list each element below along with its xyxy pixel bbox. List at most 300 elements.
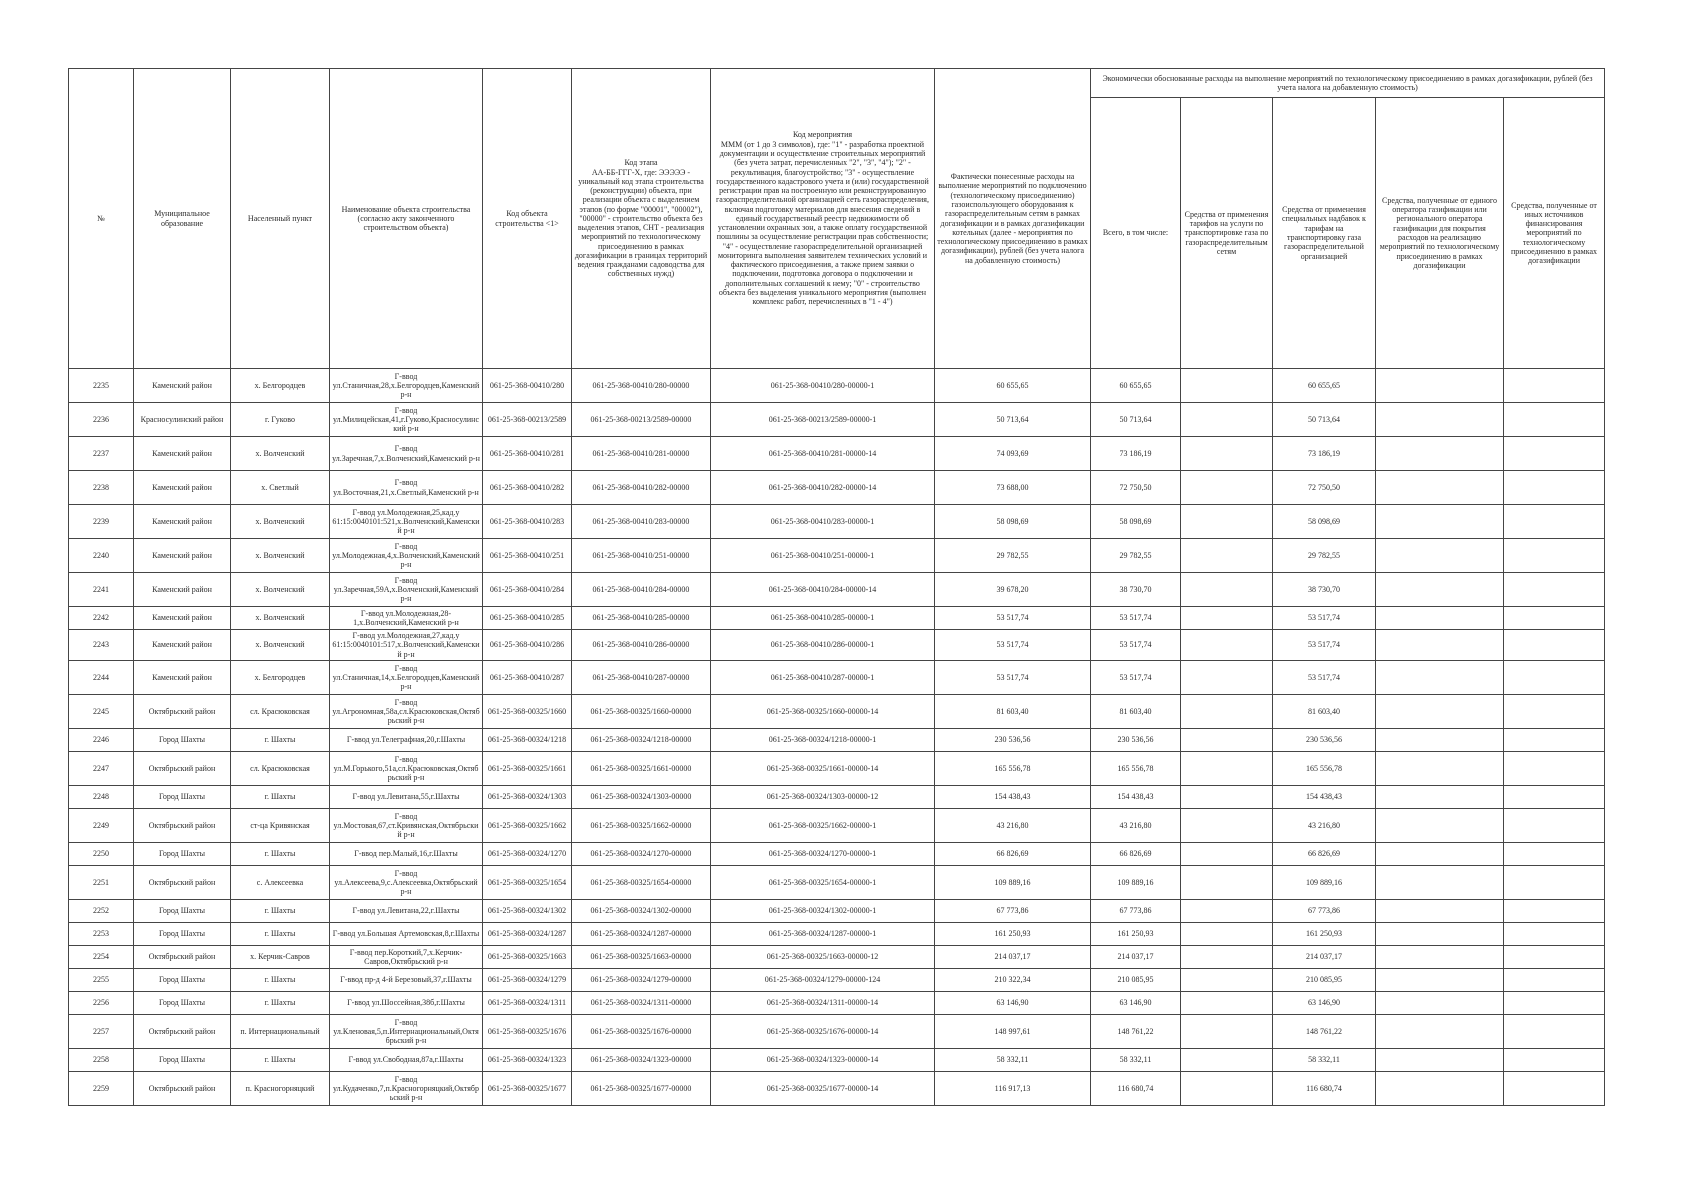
header-object-code: Код объекта строительства <1>: [483, 69, 572, 369]
cell-tariffs: [1181, 809, 1273, 843]
table-row: [69, 403, 1605, 437]
cell-settlement: п. Красногорняцкий: [231, 1072, 330, 1106]
cell-settlement: сл. Красюковская: [231, 752, 330, 786]
table-row: [69, 695, 1605, 729]
cell-actual-costs: 67 773,86: [935, 900, 1091, 923]
cell-event-code: 061-25-368-00324/1270-00000-1: [711, 843, 935, 866]
cell-operator-funds: [1376, 923, 1504, 946]
cell-tariffs: [1181, 1072, 1273, 1106]
cell-object-code: 061-25-368-00324/1218: [483, 729, 572, 752]
cell-surcharges: 63 146,90: [1273, 992, 1376, 1015]
cell-surcharges: 161 250,93: [1273, 923, 1376, 946]
cell-other-funds: [1504, 403, 1605, 437]
table-row: [69, 752, 1605, 786]
cell-stage-code: 061-25-368-00410/281-00000: [572, 437, 711, 471]
cell-total: 53 517,74: [1091, 607, 1181, 630]
header-surcharges: Средства от применения специальных надбавок к тарифам на транспортировку газа газораспределительной организацией: [1273, 98, 1376, 369]
cell-tariffs: [1181, 729, 1273, 752]
cell-total: 148 761,22: [1091, 1015, 1181, 1049]
cell-total: 66 826,69: [1091, 843, 1181, 866]
cell-num: 2250: [69, 843, 134, 866]
header-other-funds: Средства, полученные от иных источников финансирования мероприятий по технологическому присоединению в рамках догазификации: [1504, 98, 1605, 369]
cell-operator-funds: [1376, 661, 1504, 695]
cell-actual-costs: 73 688,00: [935, 471, 1091, 505]
cell-stage-code: 061-25-368-00324/1218-00000: [572, 729, 711, 752]
cell-other-funds: [1504, 900, 1605, 923]
cell-municipality: Красносулинский район: [134, 403, 231, 437]
cell-other-funds: [1504, 809, 1605, 843]
cell-surcharges: 29 782,55: [1273, 539, 1376, 573]
cell-municipality: Октябрьский район: [134, 752, 231, 786]
cell-settlement: г. Шахты: [231, 729, 330, 752]
cell-surcharges: 165 556,78: [1273, 752, 1376, 786]
cell-num: 2259: [69, 1072, 134, 1106]
cell-operator-funds: [1376, 752, 1504, 786]
cell-municipality: Каменский район: [134, 607, 231, 630]
cell-settlement: ст-ца Кривянская: [231, 809, 330, 843]
cell-actual-costs: 63 146,90: [935, 992, 1091, 1015]
cell-num: 2256: [69, 992, 134, 1015]
cell-settlement: х. Волченский: [231, 573, 330, 607]
cell-other-funds: [1504, 369, 1605, 403]
cell-operator-funds: [1376, 866, 1504, 900]
table-row: [69, 661, 1605, 695]
cell-num: 2245: [69, 695, 134, 729]
cell-other-funds: [1504, 573, 1605, 607]
cell-object-code: 061-25-368-00410/284: [483, 573, 572, 607]
cell-tariffs: [1181, 969, 1273, 992]
cell-stage-code: 061-25-368-00324/1270-00000: [572, 843, 711, 866]
cell-object-name: Г-ввод ул.Мостовая,67,ст.Кривянская,Октябрьский р-н: [330, 809, 483, 843]
cell-settlement: х. Волченский: [231, 437, 330, 471]
cell-settlement: х. Волченский: [231, 630, 330, 661]
cell-object-code: 061-25-368-00324/1302: [483, 900, 572, 923]
cell-object-name: Г-ввод ул.Милицейская,41,г.Гуково,Красносулинский р-н: [330, 403, 483, 437]
cell-actual-costs: 53 517,74: [935, 661, 1091, 695]
cell-num: 2246: [69, 729, 134, 752]
cell-surcharges: 66 826,69: [1273, 843, 1376, 866]
cell-actual-costs: 66 826,69: [935, 843, 1091, 866]
table-row: [69, 969, 1605, 992]
cell-municipality: Октябрьский район: [134, 1072, 231, 1106]
cell-municipality: Город Шахты: [134, 786, 231, 809]
cell-municipality: Октябрьский район: [134, 809, 231, 843]
cell-operator-funds: [1376, 809, 1504, 843]
table-row: [69, 539, 1605, 573]
cell-stage-code: 061-25-368-00410/280-00000: [572, 369, 711, 403]
cell-object-code: 061-25-368-00410/287: [483, 661, 572, 695]
table-row: [69, 1015, 1605, 1049]
cell-num: 2238: [69, 471, 134, 505]
cell-other-funds: [1504, 969, 1605, 992]
cell-other-funds: [1504, 786, 1605, 809]
cell-total: 214 037,17: [1091, 946, 1181, 969]
header-object-name: Наименование объекта строительства (согласно акту законченного строительством объекта): [330, 69, 483, 369]
cell-tariffs: [1181, 1015, 1273, 1049]
cell-event-code: 061-25-368-00324/1311-00000-14: [711, 992, 935, 1015]
cell-tariffs: [1181, 843, 1273, 866]
cell-total: 230 536,56: [1091, 729, 1181, 752]
cell-other-funds: [1504, 695, 1605, 729]
cell-actual-costs: 161 250,93: [935, 923, 1091, 946]
cell-operator-funds: [1376, 539, 1504, 573]
cell-surcharges: 148 761,22: [1273, 1015, 1376, 1049]
cell-object-code: 061-25-368-00325/1661: [483, 752, 572, 786]
cell-event-code: 061-25-368-00324/1287-00000-1: [711, 923, 935, 946]
cell-other-funds: [1504, 607, 1605, 630]
cell-stage-code: 061-25-368-00410/282-00000: [572, 471, 711, 505]
cell-object-code: 061-25-368-00410/282: [483, 471, 572, 505]
cell-total: 81 603,40: [1091, 695, 1181, 729]
cell-surcharges: 53 517,74: [1273, 661, 1376, 695]
cell-total: 154 438,43: [1091, 786, 1181, 809]
cell-surcharges: 154 438,43: [1273, 786, 1376, 809]
cell-object-code: 061-25-368-00325/1677: [483, 1072, 572, 1106]
table-row: [69, 1072, 1605, 1106]
cell-object-name: Г-ввод ул.Молодежная,25,кад.у 61:15:0040101:521,х.Волченский,Каменский р-н: [330, 505, 483, 539]
gasification-cost-table: [68, 68, 1605, 1106]
cell-num: 2244: [69, 661, 134, 695]
cell-stage-code: 061-25-368-00324/1311-00000: [572, 992, 711, 1015]
cell-other-funds: [1504, 1072, 1605, 1106]
cell-num: 2254: [69, 946, 134, 969]
cell-operator-funds: [1376, 630, 1504, 661]
cell-num: 2237: [69, 437, 134, 471]
cell-event-code: 061-25-368-00410/283-00000-1: [711, 505, 935, 539]
cell-total: 53 517,74: [1091, 630, 1181, 661]
cell-other-funds: [1504, 946, 1605, 969]
table-row: [69, 505, 1605, 539]
header-tariffs: Средства от применения тарифов на услуги по транспортировке газа по газораспределительным сетям: [1181, 98, 1273, 369]
cell-total: 67 773,86: [1091, 900, 1181, 923]
cell-settlement: с. Алексеевка: [231, 866, 330, 900]
table-row: [69, 729, 1605, 752]
cell-surcharges: 43 216,80: [1273, 809, 1376, 843]
cell-num: 2235: [69, 369, 134, 403]
cell-tariffs: [1181, 437, 1273, 471]
table-row: [69, 923, 1605, 946]
cell-operator-funds: [1376, 403, 1504, 437]
cell-other-funds: [1504, 661, 1605, 695]
cell-municipality: Каменский район: [134, 471, 231, 505]
cell-actual-costs: 53 517,74: [935, 607, 1091, 630]
cell-object-code: 061-25-368-00324/1279: [483, 969, 572, 992]
cell-object-code: 061-25-368-00410/285: [483, 607, 572, 630]
cell-object-name: Г-ввод ул.Молодежная,27,кад.у 61:15:0040101:517,х.Волченский,Каменский р-н: [330, 630, 483, 661]
cell-object-name: Г-ввод ул.Левитана,55,г.Шахты: [330, 786, 483, 809]
cell-total: 60 655,65: [1091, 369, 1181, 403]
cell-total: 73 186,19: [1091, 437, 1181, 471]
cell-actual-costs: 116 917,13: [935, 1072, 1091, 1106]
cell-actual-costs: 39 678,20: [935, 573, 1091, 607]
cell-event-code: 061-25-368-00410/286-00000-1: [711, 630, 935, 661]
cell-settlement: х. Светлый: [231, 471, 330, 505]
table-row: [69, 809, 1605, 843]
cell-municipality: Город Шахты: [134, 923, 231, 946]
cell-object-code: 061-25-368-00325/1663: [483, 946, 572, 969]
cell-stage-code: 061-25-368-00410/284-00000: [572, 573, 711, 607]
cell-stage-code: 061-25-368-00324/1323-00000: [572, 1049, 711, 1072]
cell-object-code: 061-25-368-00410/280: [483, 369, 572, 403]
cell-stage-code: 061-25-368-00325/1660-00000: [572, 695, 711, 729]
cell-object-code: 061-25-368-00325/1654: [483, 866, 572, 900]
cell-event-code: 061-25-368-00410/280-00000-1: [711, 369, 935, 403]
cell-num: 2248: [69, 786, 134, 809]
cell-tariffs: [1181, 866, 1273, 900]
cell-tariffs: [1181, 403, 1273, 437]
cell-operator-funds: [1376, 1049, 1504, 1072]
cell-stage-code: 061-25-368-00213/2589-00000: [572, 403, 711, 437]
cell-object-name: Г-ввод пр-д 4-й Березовый,37,г.Шахты: [330, 969, 483, 992]
cell-surcharges: 116 680,74: [1273, 1072, 1376, 1106]
cell-stage-code: 061-25-368-00325/1662-00000: [572, 809, 711, 843]
cell-tariffs: [1181, 786, 1273, 809]
cell-settlement: г. Шахты: [231, 992, 330, 1015]
cell-settlement: х. Белгородцев: [231, 661, 330, 695]
cell-municipality: Город Шахты: [134, 969, 231, 992]
cell-num: 2257: [69, 1015, 134, 1049]
cell-operator-funds: [1376, 843, 1504, 866]
cell-actual-costs: 74 093,69: [935, 437, 1091, 471]
cell-object-code: 061-25-368-00325/1662: [483, 809, 572, 843]
cell-other-funds: [1504, 539, 1605, 573]
cell-object-code: 061-25-368-00324/1311: [483, 992, 572, 1015]
header-economic-group: Экономически обоснованные расходы на выполнение мероприятий по технологическому присоединению в рамках догазификации, рублей (без учета налога на добавленную стоимость): [1091, 69, 1605, 98]
header-num: №: [69, 69, 134, 369]
table-row: [69, 630, 1605, 661]
cell-object-name: Г-ввод ул.Восточная,21,х.Светлый,Каменский р-н: [330, 471, 483, 505]
cell-municipality: Октябрьский район: [134, 866, 231, 900]
cell-stage-code: 061-25-368-00410/287-00000: [572, 661, 711, 695]
cell-num: 2253: [69, 923, 134, 946]
table-row: [69, 369, 1605, 403]
cell-municipality: Каменский район: [134, 573, 231, 607]
cell-settlement: г. Шахты: [231, 786, 330, 809]
cell-tariffs: [1181, 900, 1273, 923]
cell-surcharges: 210 085,95: [1273, 969, 1376, 992]
cell-total: 53 517,74: [1091, 661, 1181, 695]
cell-other-funds: [1504, 437, 1605, 471]
cell-actual-costs: 53 517,74: [935, 630, 1091, 661]
header-row-top: [69, 69, 1605, 98]
cell-object-code: 061-25-368-00410/281: [483, 437, 572, 471]
cell-actual-costs: 60 655,65: [935, 369, 1091, 403]
header-event-code: Код мероприятия МММ (от 1 до 3 символов), где: "1" - разработка проектной документации и осуществление строительных мероприятий (без учета затрат, перечисленных "2", "3", "4"); "2" - рекультивация, благоустройство; "3" - осуществление государственного кадастрового учета и (или) государственной регистрации прав на построенную или реконструированную газораспределительной организацией сеть газораспределения, включая подготовку материалов для внесения сведений в единый государственный реестр недвижимости об установлении охранных зон, а также оплату государственной пошлины за осуществление регистрации прав собственности; "4" - осуществление газораспределительной организацией мониторинга выполнения заявителем технических условий и фактического присоединения, а также прием заявки о подключении, подготовка договора о подключении и дополнительных соглашений к нему; "0" - строительство объекта без выделения уникального мероприятия (выполнен комплекс работ, перечисленных в "1 - 4"): [711, 69, 935, 369]
cell-total: 58 332,11: [1091, 1049, 1181, 1072]
cell-object-code: 061-25-368-00325/1676: [483, 1015, 572, 1049]
cell-object-name: Г-ввод ул.Заречная,7,х.Волченский,Каменский р-н: [330, 437, 483, 471]
cell-tariffs: [1181, 630, 1273, 661]
cell-municipality: Каменский район: [134, 661, 231, 695]
header-actual-costs: Фактически понесенные расходы на выполнение мероприятий по подключению (технологическому присоединению) газоиспользующего оборудования к газораспределительным сетям в рамках догазификации и в рамках догазификации котельных (далее - мероприятия по технологическому присоединению в рамках догазификации), рублей (без учета налога на добавленную стоимость): [935, 69, 1091, 369]
cell-total: 161 250,93: [1091, 923, 1181, 946]
cell-settlement: х. Волченский: [231, 505, 330, 539]
cell-tariffs: [1181, 661, 1273, 695]
cell-actual-costs: 81 603,40: [935, 695, 1091, 729]
cell-object-name: Г-ввод ул.Шоссейная,38б,г.Шахты: [330, 992, 483, 1015]
cell-stage-code: 061-25-368-00410/286-00000: [572, 630, 711, 661]
header-stage-code: Код этапа АА-ББ-ГГГ-Х, где: ЭЭЭЭЭ - уникальный код этапа строительства (реконструкции) объекта, при реализации объекта с выделением этапов (по форме "00001", "00002"), "00000" - строительство объекта без выделения этапов, СНТ - реализация мероприятий по технологическому присоединению в рамках догазификации в границах территорий ведения гражданами садоводства для собственных нужд): [572, 69, 711, 369]
cell-operator-funds: [1376, 695, 1504, 729]
table-row: [69, 1049, 1605, 1072]
cell-object-code: 061-25-368-00325/1660: [483, 695, 572, 729]
cell-object-name: Г-ввод ул.Телеграфная,20,г.Шахты: [330, 729, 483, 752]
cell-object-name: Г-ввод ул.М.Горького,51а,сл.Красюковская,Октябрьский р-н: [330, 752, 483, 786]
cell-municipality: Город Шахты: [134, 843, 231, 866]
cell-settlement: г. Шахты: [231, 1049, 330, 1072]
cell-surcharges: 72 750,50: [1273, 471, 1376, 505]
cell-object-name: Г-ввод ул.Агрономная,58а,сл.Красюковская,Октябрьский р-н: [330, 695, 483, 729]
cell-operator-funds: [1376, 1015, 1504, 1049]
cell-stage-code: 061-25-368-00325/1677-00000: [572, 1072, 711, 1106]
cell-object-code: 061-25-368-00410/283: [483, 505, 572, 539]
cell-operator-funds: [1376, 900, 1504, 923]
cell-object-name: Г-ввод пер.Короткий,7,х.Керчик-Савров,Октябрьский р-н: [330, 946, 483, 969]
cell-total: 38 730,70: [1091, 573, 1181, 607]
cell-total: 58 098,69: [1091, 505, 1181, 539]
cell-total: 63 146,90: [1091, 992, 1181, 1015]
cell-total: 29 782,55: [1091, 539, 1181, 573]
cell-tariffs: [1181, 369, 1273, 403]
cell-settlement: г. Шахты: [231, 969, 330, 992]
cell-num: 2255: [69, 969, 134, 992]
document-page: [68, 68, 1604, 1106]
cell-surcharges: 230 536,56: [1273, 729, 1376, 752]
cell-num: 2241: [69, 573, 134, 607]
cell-municipality: Город Шахты: [134, 992, 231, 1015]
cell-settlement: г. Шахты: [231, 900, 330, 923]
cell-tariffs: [1181, 1049, 1273, 1072]
cell-num: 2258: [69, 1049, 134, 1072]
cell-event-code: 061-25-368-00325/1654-00000-1: [711, 866, 935, 900]
cell-event-code: 061-25-368-00324/1279-00000-124: [711, 969, 935, 992]
cell-tariffs: [1181, 471, 1273, 505]
cell-object-code: 061-25-368-00324/1323: [483, 1049, 572, 1072]
cell-object-code: 061-25-368-00213/2589: [483, 403, 572, 437]
cell-actual-costs: 43 216,80: [935, 809, 1091, 843]
cell-stage-code: 061-25-368-00410/285-00000: [572, 607, 711, 630]
cell-actual-costs: 214 037,17: [935, 946, 1091, 969]
cell-num: 2236: [69, 403, 134, 437]
cell-municipality: Каменский район: [134, 505, 231, 539]
cell-surcharges: 73 186,19: [1273, 437, 1376, 471]
cell-stage-code: 061-25-368-00325/1654-00000: [572, 866, 711, 900]
cell-other-funds: [1504, 992, 1605, 1015]
table-row: [69, 843, 1605, 866]
cell-event-code: 061-25-368-00410/285-00000-1: [711, 607, 935, 630]
cell-event-code: 061-25-368-00324/1323-00000-14: [711, 1049, 935, 1072]
cell-total: 165 556,78: [1091, 752, 1181, 786]
cell-object-name: Г-ввод пер.Малый,16,г.Шахты: [330, 843, 483, 866]
cell-num: 2243: [69, 630, 134, 661]
table-row: [69, 471, 1605, 505]
cell-operator-funds: [1376, 946, 1504, 969]
header-municipality: Муниципальное образование: [134, 69, 231, 369]
cell-event-code: 061-25-368-00325/1661-00000-14: [711, 752, 935, 786]
table-row: [69, 786, 1605, 809]
cell-settlement: х. Белгородцев: [231, 369, 330, 403]
cell-settlement: г. Гуково: [231, 403, 330, 437]
cell-surcharges: 60 655,65: [1273, 369, 1376, 403]
cell-settlement: сл. Красюковская: [231, 695, 330, 729]
cell-settlement: г. Шахты: [231, 843, 330, 866]
cell-object-name: Г-ввод ул.Станичная,14,х.Белгородцев,Каменский р-н: [330, 661, 483, 695]
cell-total: 116 680,74: [1091, 1072, 1181, 1106]
cell-other-funds: [1504, 752, 1605, 786]
cell-settlement: х. Волченский: [231, 539, 330, 573]
cell-tariffs: [1181, 505, 1273, 539]
cell-tariffs: [1181, 923, 1273, 946]
cell-event-code: 061-25-368-00325/1677-00000-14: [711, 1072, 935, 1106]
cell-surcharges: 53 517,74: [1273, 630, 1376, 661]
cell-municipality: Город Шахты: [134, 729, 231, 752]
cell-object-name: Г-ввод ул.Свободная,87а,г.Шахты: [330, 1049, 483, 1072]
cell-event-code: 061-25-368-00325/1676-00000-14: [711, 1015, 935, 1049]
cell-num: 2242: [69, 607, 134, 630]
cell-other-funds: [1504, 729, 1605, 752]
cell-municipality: Октябрьский район: [134, 946, 231, 969]
cell-municipality: Октябрьский район: [134, 1015, 231, 1049]
cell-stage-code: 061-25-368-00324/1279-00000: [572, 969, 711, 992]
table-row: [69, 573, 1605, 607]
cell-stage-code: 061-25-368-00325/1676-00000: [572, 1015, 711, 1049]
cell-object-name: Г-ввод ул.Молодежная,28-1,х.Волченский,Каменский р-н: [330, 607, 483, 630]
cell-object-name: Г-ввод ул.Заречная,59А,х.Волченский,Каменский р-н: [330, 573, 483, 607]
cell-stage-code: 061-25-368-00324/1302-00000: [572, 900, 711, 923]
cell-operator-funds: [1376, 729, 1504, 752]
table-row: [69, 607, 1605, 630]
cell-object-code: 061-25-368-00324/1287: [483, 923, 572, 946]
cell-actual-costs: 230 536,56: [935, 729, 1091, 752]
cell-actual-costs: 58 098,69: [935, 505, 1091, 539]
cell-object-name: Г-ввод ул.Кленовая,5,п.Интернациональный,Октябрьский р-н: [330, 1015, 483, 1049]
cell-actual-costs: 58 332,11: [935, 1049, 1091, 1072]
cell-municipality: Каменский район: [134, 539, 231, 573]
cell-other-funds: [1504, 1015, 1605, 1049]
cell-tariffs: [1181, 695, 1273, 729]
cell-object-code: 061-25-368-00410/286: [483, 630, 572, 661]
cell-tariffs: [1181, 607, 1273, 630]
header-total: Всего, в том числе:: [1091, 98, 1181, 369]
cell-tariffs: [1181, 946, 1273, 969]
cell-event-code: 061-25-368-00324/1302-00000-1: [711, 900, 935, 923]
cell-municipality: Каменский район: [134, 437, 231, 471]
cell-operator-funds: [1376, 573, 1504, 607]
cell-tariffs: [1181, 539, 1273, 573]
cell-surcharges: 67 773,86: [1273, 900, 1376, 923]
cell-settlement: г. Шахты: [231, 923, 330, 946]
cell-other-funds: [1504, 505, 1605, 539]
cell-stage-code: 061-25-368-00325/1663-00000: [572, 946, 711, 969]
cell-event-code: 061-25-368-00325/1662-00000-1: [711, 809, 935, 843]
cell-operator-funds: [1376, 992, 1504, 1015]
cell-total: 210 085,95: [1091, 969, 1181, 992]
cell-event-code: 061-25-368-00325/1663-00000-12: [711, 946, 935, 969]
cell-tariffs: [1181, 573, 1273, 607]
cell-operator-funds: [1376, 969, 1504, 992]
cell-num: 2252: [69, 900, 134, 923]
table-row: [69, 866, 1605, 900]
header-settlement: Населенный пункт: [231, 69, 330, 369]
cell-total: 43 216,80: [1091, 809, 1181, 843]
cell-event-code: 061-25-368-00410/281-00000-14: [711, 437, 935, 471]
cell-object-code: 061-25-368-00410/251: [483, 539, 572, 573]
cell-object-name: Г-ввод ул.Молодежная,4,х.Волченский,Каменский р-н: [330, 539, 483, 573]
table-row: [69, 437, 1605, 471]
cell-object-name: Г-ввод ул.Кудаченко,7,п.Красногорняцкий,Октябрьский р-н: [330, 1072, 483, 1106]
cell-other-funds: [1504, 630, 1605, 661]
cell-stage-code: 061-25-368-00324/1303-00000: [572, 786, 711, 809]
